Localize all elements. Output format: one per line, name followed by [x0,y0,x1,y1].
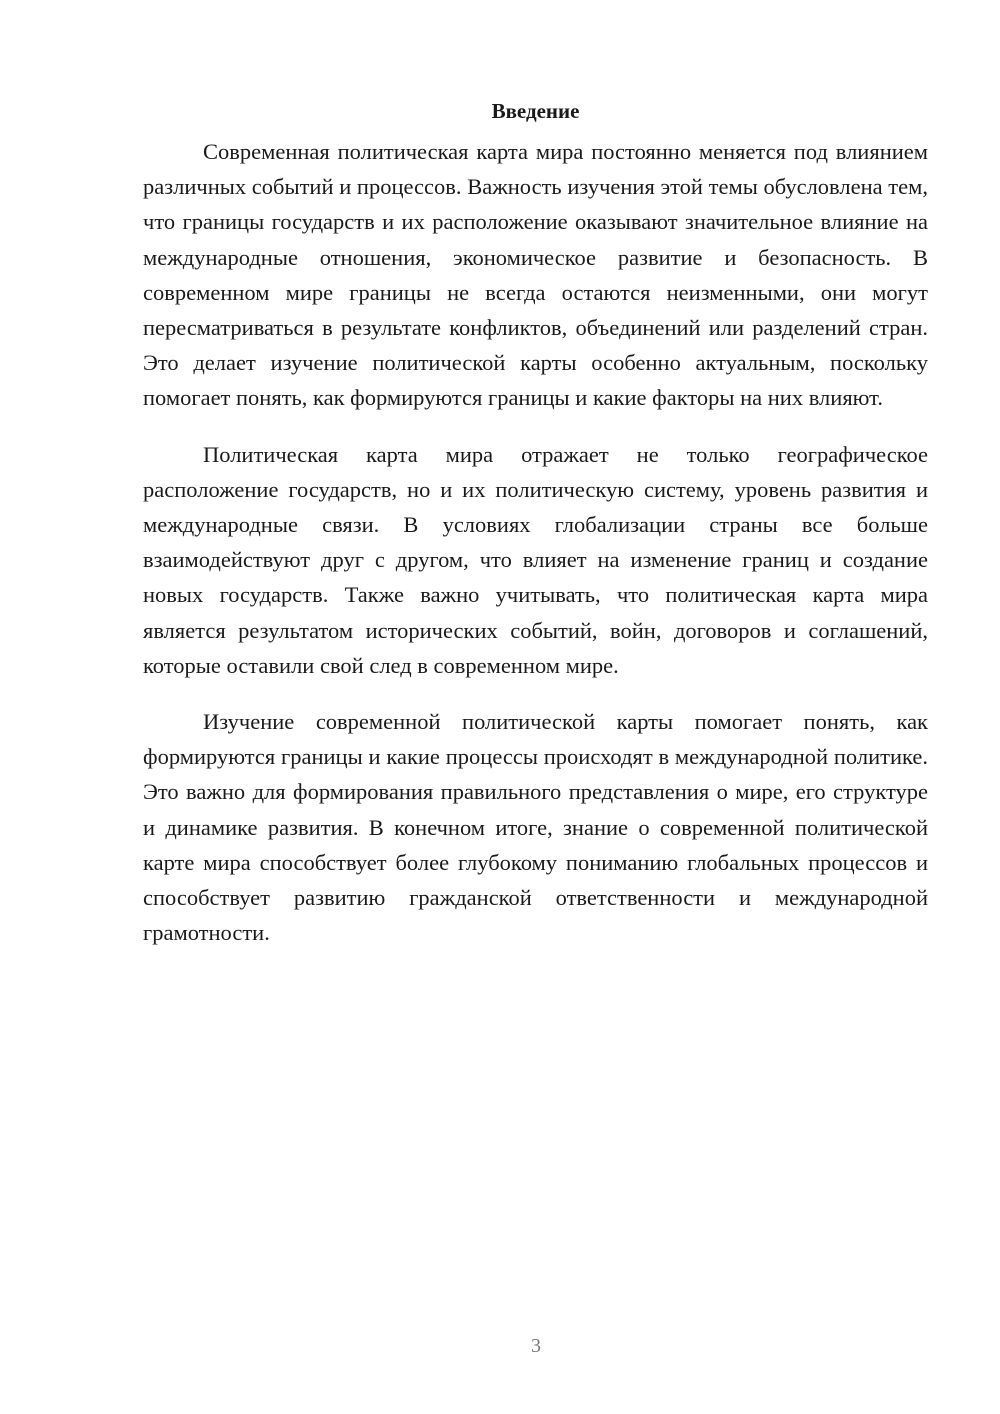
paragraph-3: Изучение современной политической карты помогает понять, как формируются границы и какие процессы происходят в международной политике. Это важно для формирования правильного представления о мире, его структуре и динамике развития. В конечном итоге, знание о современной политической карте мира способствует более глубокому пониманию глобальных процессов и способствует развитию гражданской ответственности и международной грамотности. [143,709,928,946]
page-number: 3 [531,1335,541,1357]
document-body [143,96,928,971]
section-title: Введение [491,99,580,123]
paragraph-1: Современная политическая карта мира постоянно меняется под влиянием различных событий и процессов. Важность изучения этой темы обусловлена тем, что границы государств и их расположение оказывают значительное влияние на международные отношения, экономическое развитие и безопасность. В современном мире границы не всегда остаются неизменными, они могут пересматриваться в результате конфликтов, объединений или разделений стран. Это делает изучение политической карты особенно актуальным, поскольку помогает понять, как формируются границы и какие факторы на них влияют. [143,139,928,411]
paragraph-2: Политическая карта мира отражает не только географическое расположение государств, но и их политическую систему, уровень развития и международные связи. В условиях глобализации страны все больше взаимодействуют друг с другом, что влияет на изменение границ и создание новых государств. Также важно учитывать, что политическая карта мира является результатом исторических событий, войн, договоров и соглашений, которые оставили свой след в современном мире. [143,441,928,678]
